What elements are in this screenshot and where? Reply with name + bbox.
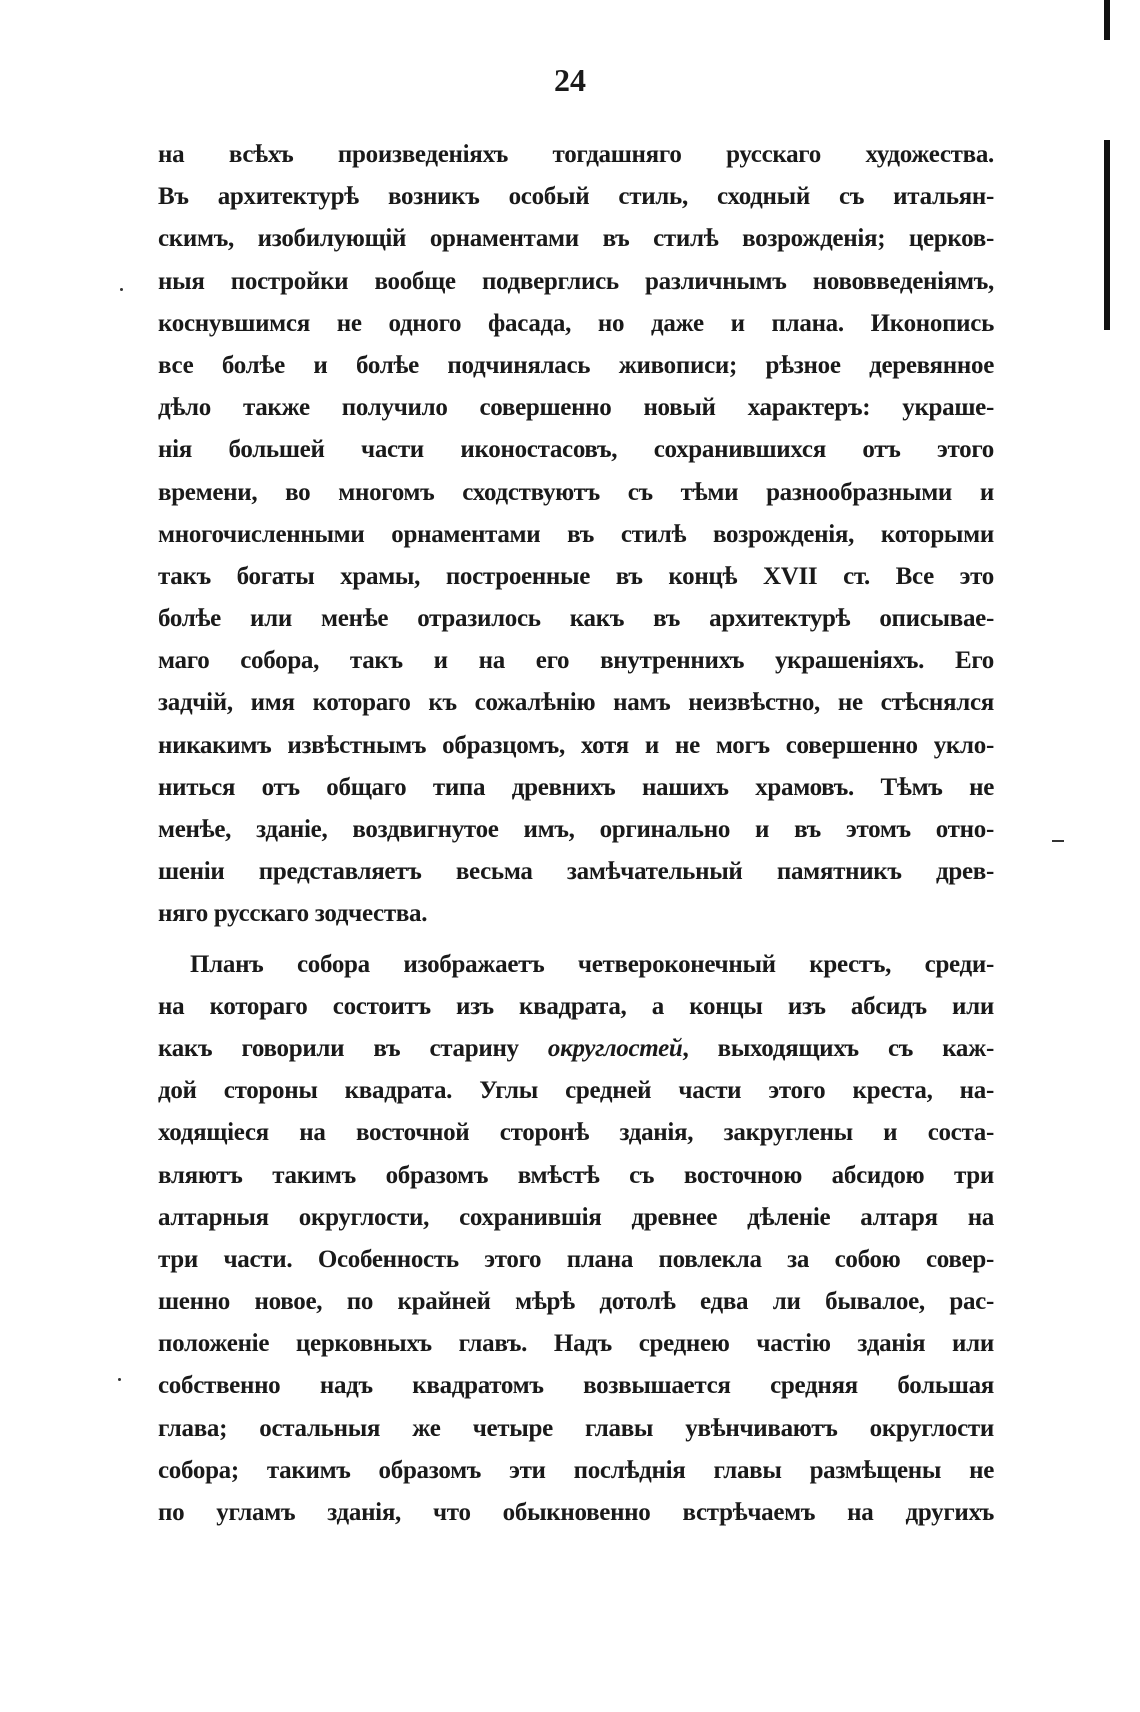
text-line: нія большей части иконостасовъ, сохранившихся отъ этого xyxy=(158,436,994,464)
text-line: дѣло также получило совершенно новый характеръ: украше- xyxy=(158,394,994,422)
text-line: положеніе церковныхъ главъ. Надъ среднею частію зданія или xyxy=(158,1330,994,1358)
text-line: собора; такимъ образомъ эти послѣднія главы размѣщены не xyxy=(158,1456,994,1484)
text-line: вляютъ такимъ образомъ вмѣстѣ съ восточною абсидою три xyxy=(158,1161,994,1189)
scan-speck xyxy=(118,1378,121,1381)
text-line: дой стороны квадрата. Углы средней части этого креста, на- xyxy=(158,1077,994,1105)
scan-edge-mark xyxy=(1104,0,1110,40)
body-text xyxy=(158,134,994,1534)
text-line: маго собора, такъ и на его внутреннихъ украшеніяхъ. Его xyxy=(158,647,994,675)
scan-speck xyxy=(120,288,123,291)
text-line: на котораго состоитъ изъ квадрата, а концы изъ абсидъ или xyxy=(158,992,994,1020)
text-line: менѣе, зданіе, воздвигнутое имъ, оргинально и въ этомъ отно- xyxy=(158,816,994,843)
text-line: болѣе или менѣе отразилось какъ въ архитектурѣ описывае- xyxy=(158,605,994,633)
text-line: Планъ собора изображаетъ четвероконечный крестъ, среди- xyxy=(190,950,994,978)
scan-edge-mark xyxy=(1104,140,1110,330)
text-line: алтарныя округлости, сохранившія древнее дѣленіе алтаря на xyxy=(158,1203,994,1231)
text-line: ходящіеся на восточной сторонѣ зданія, закруглены и соста- xyxy=(158,1119,994,1147)
text-line: все болѣе и болѣе подчинялась живописи; рѣзное деревянное xyxy=(158,351,994,379)
text-segment: какъ говорили въ старину xyxy=(158,1034,519,1062)
text-line: такъ богаты храмы, построенные въ концѣ XVII ст. Все это xyxy=(158,562,994,590)
text-line: шенно новое, по крайней мѣрѣ дотолѣ едва ли бывалое, рас- xyxy=(158,1288,994,1316)
text-line: шеніи представляетъ весьма замѣчательный памятникъ древ- xyxy=(158,858,994,886)
paragraph xyxy=(158,944,994,1535)
text-segment: , выходящихъ съ каж- xyxy=(682,1034,994,1062)
text-line: ныя постройки вообще подверглись различнымъ нововведеніямъ, xyxy=(158,267,994,295)
text-line: няго русскаго зодчества. xyxy=(158,900,428,928)
text-line: Въ архитектурѣ возникъ особый стиль, сходный съ итальян- xyxy=(158,183,994,211)
text-line: скимъ, изобилующій орнаментами въ стилѣ возрожденія; церков- xyxy=(158,225,994,253)
text-line: многочисленными орнаментами въ стилѣ возрожденія, которыми xyxy=(158,520,994,548)
text-line-with-italic xyxy=(158,1028,994,1070)
text-line: три части. Особенность этого плана повлекла за собою совер- xyxy=(158,1245,994,1273)
text-line: на всѣхъ произведеніяхъ тогдашняго русскаго художества. xyxy=(158,141,994,168)
scan-speck xyxy=(1052,840,1064,842)
text-line: коснувшимся не одного фасада, но даже и плана. Иконопись xyxy=(158,309,994,337)
page-number: 24 xyxy=(554,62,586,98)
paragraph xyxy=(158,134,994,936)
italic-term: округлостей xyxy=(547,1034,683,1062)
text-line: никакимъ извѣстнымъ образцомъ, хотя и не могъ совершенно уклo- xyxy=(158,731,994,759)
text-line: задчій, имя котораго къ сожалѣнію намъ неизвѣстно, не стѣснялся xyxy=(158,689,994,717)
text-line: собственно надъ квадратомъ возвышается средняя большая xyxy=(158,1372,994,1400)
text-line: ниться отъ общаго типа древнихъ нашихъ храмовъ. Тѣмъ не xyxy=(158,773,994,801)
text-line: времени, во многомъ сходствуютъ съ тѣми разнообразными и xyxy=(158,478,994,506)
text-line: по угламъ зданія, что обыкновенно встрѣчаемъ на другихъ xyxy=(158,1499,994,1526)
text-line: глава; остальныя же четыре главы увѣнчиваютъ округлости xyxy=(158,1414,994,1442)
